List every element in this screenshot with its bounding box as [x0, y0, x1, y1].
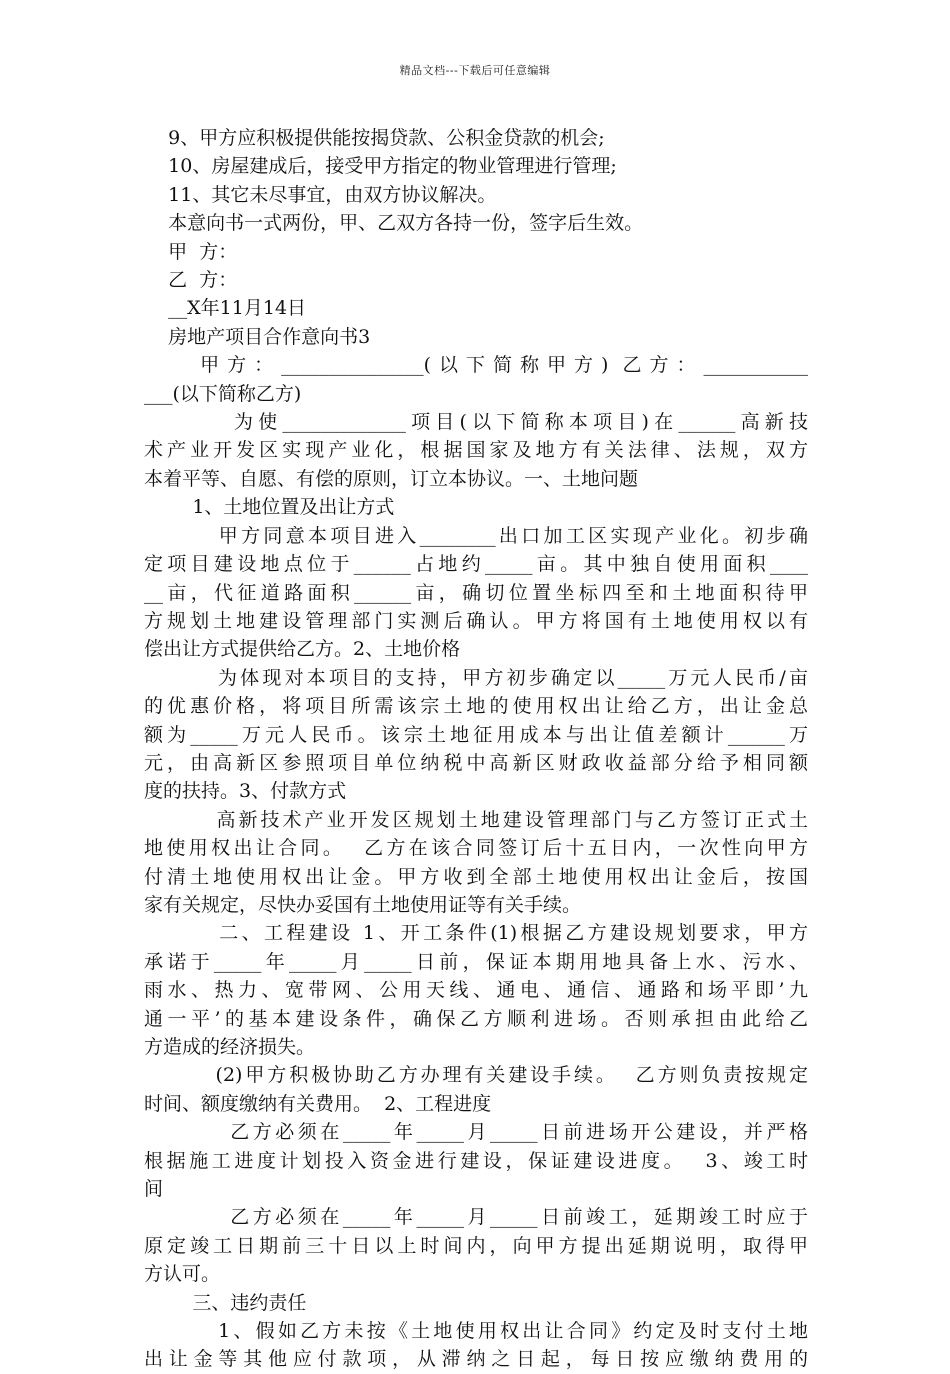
text-line: 乙方必须在_____年_____月_____日前进场开公建设，并严格: [144, 1121, 808, 1144]
text-line: __亩，代征道路面积______亩，确切位置坐标四至和土地面积待甲: [144, 581, 808, 604]
text-line: 度的扶持。3、付款方式: [144, 780, 347, 803]
text-line: 三、违约责任: [144, 1291, 307, 1314]
text-line: 甲方同意本项目进入________出口加工区实现产业化。初步确: [144, 524, 808, 547]
text-line: 额为_____万元人民币。该宗土地征用成本与出让值差额计______万: [144, 723, 808, 746]
text-line: (2)甲方积极协助乙方办理有关建设手续。 乙方则负责按规定: [144, 1064, 808, 1087]
text-line: 原定竣工日期前三十日以上时间内，向甲方提出延期说明，取得甲: [144, 1234, 808, 1257]
text-line: 乙 方：: [144, 269, 238, 292]
text-line: 甲方：_______________(以下简称甲方) 乙方：___________: [144, 354, 808, 377]
document-body: [144, 124, 808, 1374]
text-line: 1、假如乙方未按《土地使用权出让合同》约定及时支付土地: [144, 1320, 808, 1343]
text-line: 根据施工进度计划投入资金进行建设，保证建设进度。 3、竣工时: [144, 1149, 808, 1172]
text-line: 元，由高新区参照项目单位纳税中高新区财政收益部分给予相同额: [144, 751, 808, 774]
text-line: 偿出让方式提供给乙方。2、土地价格: [144, 638, 461, 661]
text-line: 地使用权出让合同。 乙方在该合同签订后十五日内，一次性向甲方: [144, 837, 808, 860]
text-line: 乙方必须在_____年_____月_____日前竣工，延期竣工时应于: [144, 1206, 808, 1229]
text-line: 11、其它未尽事宜，由双方协议解决。: [144, 183, 497, 206]
text-line: 本意向书一式两份，甲、乙双方各持一份，签字后生效。: [144, 212, 644, 235]
text-line: 9、甲方应积极提供能按揭贷款、公积金贷款的机会;: [144, 127, 605, 149]
text-line: 为体现对本项目的支持，甲方初步确定以_____万元人民币/亩: [144, 666, 808, 689]
text-line: 方造成的经济损失。: [144, 1036, 316, 1058]
text-line: 甲 方：: [144, 240, 238, 263]
text-line: 方认可。: [144, 1263, 221, 1286]
text-line: 付清土地使用权出让金。甲方收到全部土地使用权出让金后，按国: [144, 865, 808, 888]
text-line: 二、工程建设 1、开工条件(1)根据乙方建设规划要求，甲方: [144, 922, 808, 945]
text-line: 承诺于_____年_____月_____日前，保证本期用地具备上水、污水、: [144, 950, 808, 973]
text-line: 为使_____________项目(以下简称本项目)在______高新技: [144, 411, 808, 434]
text-line: 本着平等、自愿、有偿的原则，订立本协议。一、土地问题: [144, 467, 639, 490]
text-line: 通一平’的基本建设条件，确保乙方顺利进场。否则承担由此给乙: [144, 1007, 808, 1030]
text-line: 的优惠价格，将项目所需该宗土地的使用权出让给乙方，出让金总: [144, 695, 808, 718]
text-line: 房地产项目合作意向书3: [144, 325, 371, 348]
text-line: 1、土地位置及出让方式: [144, 496, 395, 519]
text-line: 家有关规定，尽快办妥国有土地使用证等有关手续。: [144, 893, 582, 916]
text-line: 雨水、热力、宽带网、公用天线、通电、通信、通路和场平即’九: [144, 979, 808, 1002]
text-line: __X年11月14日: [144, 297, 307, 320]
text-line: 高新技术产业开发区规划土地建设管理部门与乙方签订正式土: [144, 808, 808, 831]
text-line: 间: [144, 1178, 164, 1201]
text-line: 定项目建设地点位于______占地约_____亩。其中独自使用面积____: [144, 553, 808, 576]
text-line: 术产业开发区实现产业化，根据国家及地方有关法律、法规，双方: [144, 439, 808, 462]
text-line: 10、房屋建成后，接受甲方指定的物业管理进行管理;: [144, 155, 617, 178]
text-line: 时间、额度缴纳有关费用。 2、工程进度: [144, 1092, 492, 1115]
text-line: ___(以下简称乙方): [144, 382, 302, 405]
page-header: 精品文档---下载后可任意编辑: [399, 64, 551, 77]
text-line: 方规划土地建设管理部门实测后确认。甲方将国有土地使用权以有: [144, 609, 808, 632]
text-line: 出让金等其他应付款项，从滞纳之日起，每日按应缴纳费用的: [144, 1348, 808, 1371]
